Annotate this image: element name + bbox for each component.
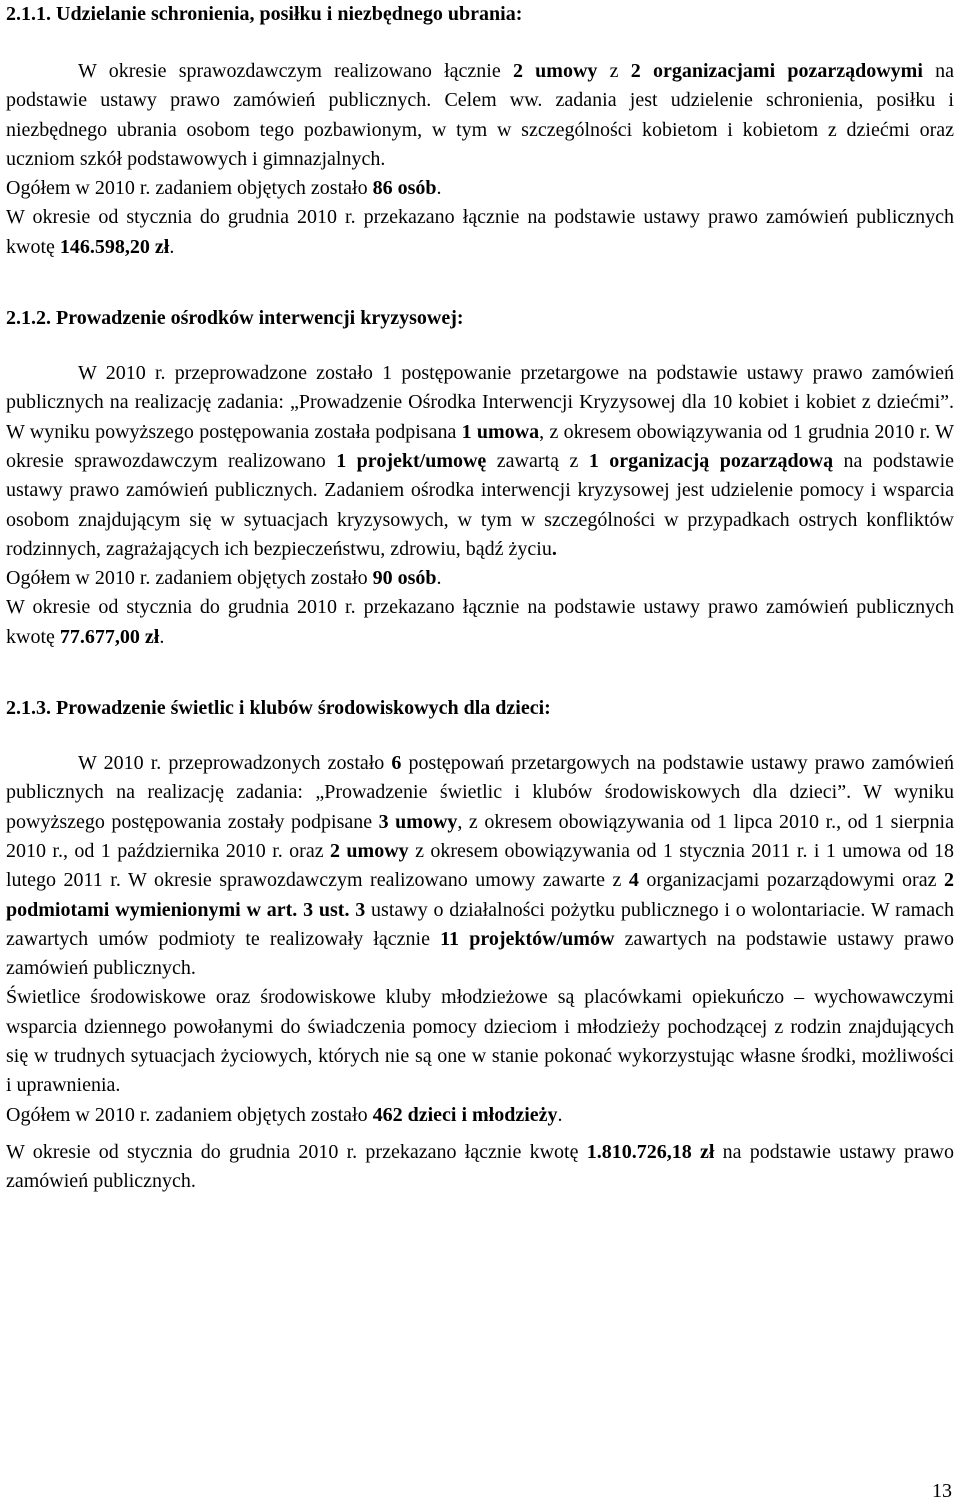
text-run: W 2010 r. przeprowadzonych zostało xyxy=(78,752,392,775)
paragraph-2-1-2-body xyxy=(6,359,954,564)
bold-run: 4 xyxy=(628,869,639,892)
text-run: W okresie od stycznia do grudnia 2010 r. przekazano łącznie na podstawie ustawy prawo zamówień publicznych kwotę xyxy=(6,596,954,648)
bold-run: 86 osób xyxy=(372,177,437,200)
text-run: . xyxy=(169,235,175,258)
text-run: . xyxy=(436,177,442,200)
bold-run: 1 organizacją pozarządową xyxy=(588,449,834,472)
bold-run: 2 umowy xyxy=(512,60,598,82)
text-run: , z okresem obowiązywania od 1 grudnia 2010 r. W okresie sprawozdawczym realizowano xyxy=(6,420,954,472)
text-run: W 2010 r. przeprowadzone zostało 1 postępowanie przetargowe na podstawie ustawy prawo zamówień publicznych na realizację zadania: „Prowadzenie Ośrodka Interwencji Kryzysowej dla 10 kobiet i kobiet z dziećmi”. W wyniku powyższego postępowania została podpisana xyxy=(6,362,954,443)
bold-run: 1 umowa xyxy=(461,420,540,443)
bold-run: . xyxy=(551,537,557,560)
bold-run: 77.677,00 zł xyxy=(59,625,160,648)
text-run: zawartą z xyxy=(486,449,589,472)
bold-run: 3 umowy xyxy=(378,810,458,833)
paragraph-2-1-3-body xyxy=(6,749,954,983)
bold-run: 462 dzieci i młodzieży xyxy=(372,1103,558,1126)
bold-run: 11 projektów/umów xyxy=(440,927,615,950)
text-run: . xyxy=(159,625,165,648)
text-run: Ogółem w 2010 r. zadaniem objętych zostało xyxy=(6,567,373,590)
bold-run: 2 umowy xyxy=(330,839,409,862)
paragraph-2-1-3-total xyxy=(6,1101,954,1130)
text-run: W okresie od stycznia do grudnia 2010 r. przekazano łącznie kwotę xyxy=(6,1140,587,1163)
bold-run: 1.810.726,18 zł xyxy=(586,1140,715,1163)
text-run: . xyxy=(557,1103,563,1126)
bold-run: 90 osób xyxy=(372,567,437,590)
text-run: z okresem obowiązywania od 1 stycznia 2011 r. i 1 umowa od 18 lutego 2011 r. W okresie sprawozdawczym realizowano umowy zawarte z xyxy=(6,839,954,892)
paragraph-2-1-2-funds xyxy=(6,593,954,652)
text-run: z xyxy=(597,60,631,82)
heading-2-1-3: 2.1.3. Prowadzenie świetlic i klubów środowiskowych dla dzieci: xyxy=(6,697,551,720)
bold-run: 6 xyxy=(391,752,402,775)
paragraph-2-1-1-funds xyxy=(6,203,954,262)
bold-run: 2 podmiotami wymienionymi w art. 3 ust. 3 xyxy=(6,869,954,921)
text-run: na podstawie ustawy prawo zamówień publicznych. Celem ww. zadania jest udzielenie schronienia, posiłku i niezbędnego ubrania osobom tego pozbawionym, w tym w szczególności kobietom i kobietom z dziećmi oraz uczniom szkół podstawowych i gimnazjalnych. xyxy=(6,60,954,170)
paragraph-2-1-3-funds xyxy=(6,1138,954,1197)
heading-2-1-2: 2.1.2. Prowadzenie ośrodków interwencji kryzysowej: xyxy=(6,307,464,330)
heading-2-1-1: 2.1.1. Udzielanie schronienia, posiłku i niezbędnego ubrania: xyxy=(6,3,523,25)
bold-run: 146.598,20 zł xyxy=(59,235,170,258)
bold-run: 2 organizacjami pozarządowymi xyxy=(630,60,923,82)
text-run: organizacjami pozarządowymi oraz xyxy=(638,869,944,892)
page-number: 13 xyxy=(932,1480,952,1502)
text-run: W okresie sprawozdawczym realizowano łącznie xyxy=(78,60,513,82)
paragraph-2-1-2-total xyxy=(6,564,954,593)
text-run: na podstawie ustawy prawo zamówień publicznych. xyxy=(6,1140,954,1193)
text-run: zawartych na podstawie ustawy prawo zamówień publicznych. xyxy=(6,927,954,980)
paragraph-2-1-3-description: Świetlice środowiskowe oraz środowiskowe kluby młodzieżowe są placówkami opiekuńczo – wychowawczymi wsparcia dziennego powołanymi do świadczenia pomocy dzieciom i młodzieży pochodzącej z rodzin znajdujących się w trudnych sytuacjach życiowych, których nie są one w stanie pokonać wykorzystując własne środki, możliwości i uprawnienia. xyxy=(6,986,954,1097)
text-run: , z okresem obowiązywania od 1 lipca 2010 r., od 1 sierpnia 2010 r., od 1 października 2010 r. oraz xyxy=(6,810,954,862)
text-run: W okresie od stycznia do grudnia 2010 r. przekazano łącznie na podstawie ustawy prawo zamówień publicznych kwotę xyxy=(6,206,954,258)
bold-run: 1 projekt/umowę xyxy=(336,449,487,472)
text-run: . xyxy=(436,567,442,590)
text-run: Ogółem w 2010 r. zadaniem objętych zostało xyxy=(6,177,373,200)
text-run: na podstawie ustawy prawo zamówień publicznych. Zadaniem ośrodka interwencji kryzysowej jest udzielenie pomocy i wsparcia osobom znajdującym się w sytuacjach kryzysowych, w tym w szczególności w przypadkach ostrych konfliktów rodzinnych, zagrażających ich bezpieczeństwu, zdrowiu, bądź życiu xyxy=(6,449,955,560)
paragraph-2-1-1-body xyxy=(6,57,954,174)
text-run: Ogółem w 2010 r. zadaniem objętych zostało xyxy=(6,1103,373,1126)
text-run: ustawy o działalności pożytku publicznego i o wolontariacie. W ramach zawartych umów podmioty te realizowały łącznie xyxy=(6,898,954,950)
paragraph-2-1-1-total xyxy=(6,174,954,203)
text-run: postępowań przetargowych na podstawie ustawy prawo zamówień publicznych na realizację zadania: „Prowadzenie świetlic i klubów środowiskowych dla dzieci”. W wyniku powyższego postępowania zostały podpisane xyxy=(6,752,954,833)
